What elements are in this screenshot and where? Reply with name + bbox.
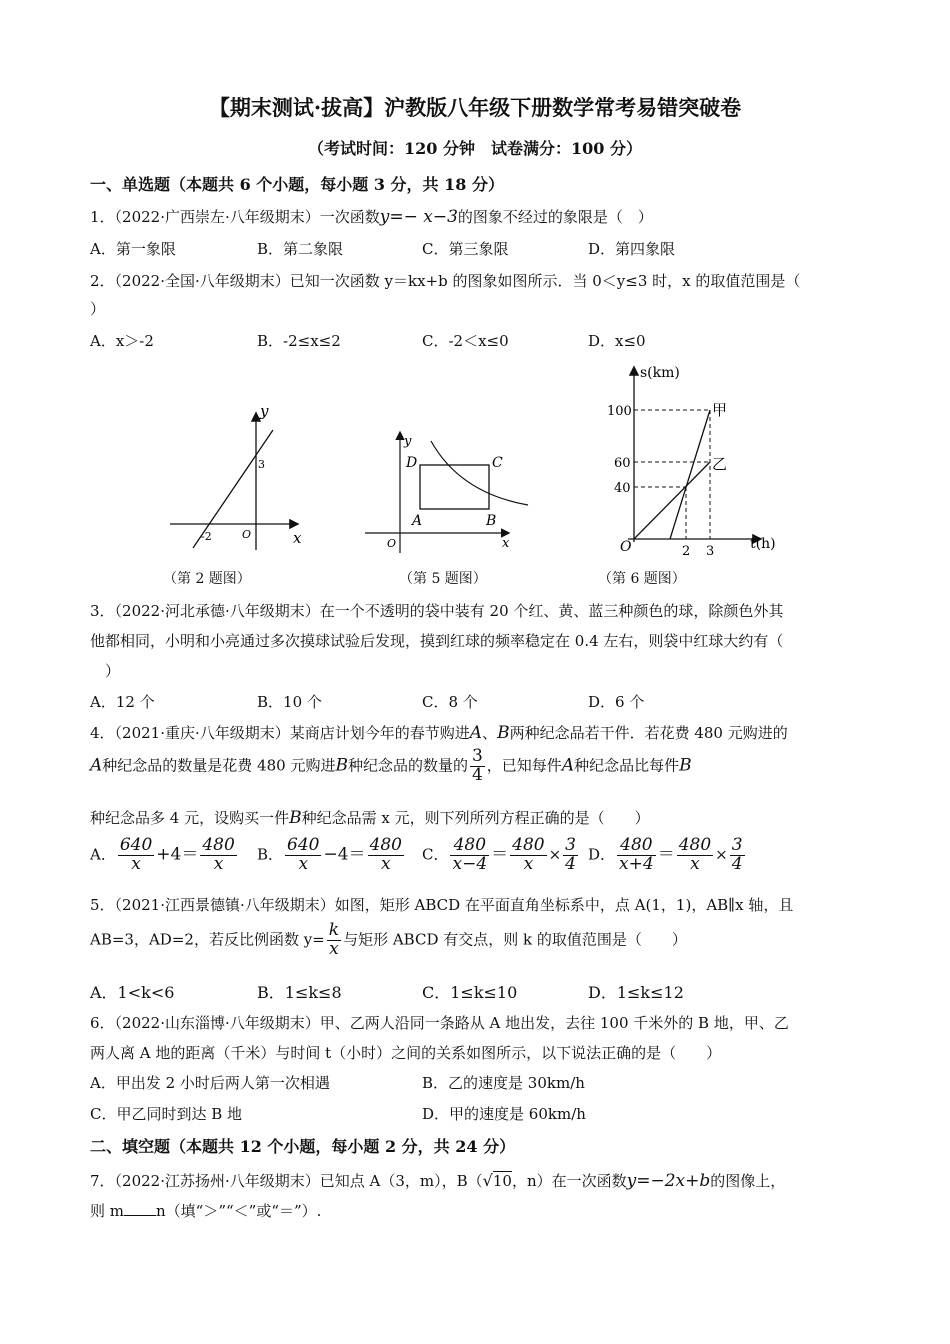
question-4-line1: [90, 722, 788, 743]
label-neg2: -2: [201, 530, 212, 543]
figure-q6-caption: （第 6 题图）: [598, 571, 686, 587]
question-3-line1: 3．（2022·河北承德·八年级期末）在一个不透明的袋中装有 20 个红、黄、蓝三种颜色的球，除颜色外其: [90, 602, 784, 620]
question-2-line1: 2．（2022·全国·八年级期末）已知一次函数 y＝kx+b 的图象如图所示．当 0＜y≤3 时，x 的取值范围是（: [90, 272, 801, 290]
label-c: C: [492, 455, 503, 471]
label-t2: 2: [682, 544, 691, 559]
question-5-line1: 5．（2021·江西景德镇·八年级期末）如图，矩形 ABCD 在平面直角坐标系中，点 A(1，1)，AB∥x 轴，且: [90, 896, 794, 914]
label-a: A: [412, 513, 423, 529]
q4-option-d[interactable]: D． $\frac{480}{x+4}$ ＝ $\frac{480}{x}$ × $\frac{3}{4}$: [588, 835, 743, 874]
label-3: 3: [258, 458, 265, 471]
q7-formula: y=−2x+b: [626, 1171, 711, 1191]
line-jia: [670, 410, 710, 539]
q1-option-d[interactable]: D．第四象限: [588, 240, 676, 258]
q7-text-c: 的图像上，: [710, 1172, 786, 1190]
q3-option-c[interactable]: C．8 个: [422, 693, 478, 711]
label-yi: 乙: [712, 455, 728, 473]
q6-option-c[interactable]: C．甲乙同时到达 B 地: [90, 1105, 243, 1123]
q4-option-b[interactable]: B． $\frac{640}{x}$ −4＝ $\frac{480}{x}$: [257, 835, 402, 874]
label-s: s(km): [640, 365, 680, 381]
q2-option-a[interactable]: A．x＞-2: [90, 332, 154, 350]
q5-option-b[interactable]: B．1≤k≤8: [257, 983, 342, 1002]
question-2-line2: ）: [90, 300, 106, 318]
label-y: y: [404, 434, 412, 449]
q3-option-d[interactable]: D．6 个: [588, 693, 645, 711]
q5-option-c[interactable]: C．1≤k≤10: [422, 983, 518, 1002]
question-5-line2: [90, 922, 687, 959]
q4-var-b: B: [497, 723, 510, 743]
q2-option-d[interactable]: D．x≤0: [588, 332, 646, 350]
section-2-heading: 二、填空题（本题共 12 个小题，每小题 2 分，共 24 分）: [90, 1137, 516, 1156]
figure-q6-graph: [600, 362, 790, 562]
q4-option-c[interactable]: C． $\frac{480}{x-4}$ ＝ $\frac{480}{x}$ × $\frac{3}{4}$: [422, 835, 576, 874]
q1-tail: 的图象不经过的象限是（ ）: [457, 208, 653, 226]
question-4-line2: [90, 748, 692, 785]
q5-option-d[interactable]: D．1≤k≤12: [588, 983, 684, 1002]
label-60: 60: [614, 456, 631, 471]
q7-text-b: ，n）在一次函数: [511, 1172, 627, 1190]
hyperbola-curve: [431, 441, 528, 505]
q4-text-c: 种纪念品的数量是花费 480 元购进: [102, 756, 336, 775]
question-3-line3: ）: [90, 662, 121, 680]
q1-option-c[interactable]: C．第三象限: [422, 240, 509, 258]
q6-option-d[interactable]: D．甲的速度是 60km/h: [422, 1105, 586, 1123]
q6-option-b[interactable]: B．乙的速度是 30km/h: [422, 1074, 585, 1092]
q1-text: 1．（2022·广西崇左·八年级期末）一次函数: [90, 208, 380, 226]
q5-text-b: 与矩形 ABCD 有交点，则 k 的取值范围是（ ）: [343, 930, 687, 949]
q3-option-a[interactable]: A．12 个: [90, 693, 155, 711]
line-yi: [634, 462, 710, 539]
q2-option-c[interactable]: C．-2＜x≤0: [422, 332, 509, 350]
q4-option-a[interactable]: A． $\frac{640}{x}$ +4＝ $\frac{480}{x}$: [90, 835, 235, 874]
q4-var-a: A: [561, 755, 575, 776]
label-origin: O: [242, 528, 252, 541]
q4-var-a: A: [469, 723, 483, 743]
q7-text-d: 则 m: [90, 1202, 124, 1220]
q4-var-a: A: [90, 755, 103, 776]
label-origin: O: [387, 537, 397, 550]
q2-option-b[interactable]: B．-2≤x≤2: [257, 332, 341, 350]
q4-text-h: 种纪念品需 x 元，则下列所列方程正确的是（ ）: [301, 809, 650, 827]
q4-sep: 、: [482, 724, 498, 742]
label-t: t(h): [750, 536, 776, 552]
q4-text-b: 两种纪念品若干件．若花费 480 元购进的: [509, 724, 788, 742]
q7-answer-blank[interactable]: [124, 1203, 156, 1216]
q7-sqrt: √10: [482, 1171, 512, 1190]
label-40: 40: [614, 481, 631, 496]
section-1-heading: 一、单选题（本题共 6 个小题，每小题 3 分，共 18 分）: [90, 175, 504, 194]
q5-option-a[interactable]: A．1<k<6: [90, 983, 175, 1002]
label-100: 100: [607, 404, 632, 419]
question-6-line2: 两人离 A 地的距离（千米）与时间 t（小时）之间的关系如图所示，以下说法正确的是（ ）: [90, 1044, 722, 1062]
q6-option-a[interactable]: A．甲出发 2 小时后两人第一次相遇: [90, 1074, 330, 1092]
q4-text-d: 种纪念品的数量的: [347, 756, 468, 775]
q7-text-e: n（填“＞”“＜”或“＝”）.: [156, 1202, 322, 1220]
q5-text-a: AB=3，AD=2，若反比例函数 y=: [90, 930, 325, 949]
q4-text-e: ，已知每件: [486, 756, 562, 775]
q4-text-a: 4．（2021·重庆·八年级期末）某商店计划今年的春节购进: [90, 724, 470, 742]
exam-info: （考试时间：120 分钟 试卷满分：100 分）: [308, 139, 642, 158]
q4-text-f: 种纪念品比每件: [574, 756, 680, 775]
question-1: [90, 206, 653, 227]
question-4-line3: [90, 807, 650, 828]
q7-text-a: 7．（2022·江苏扬州·八年级期末）已知点 A（3，m），B（: [90, 1172, 483, 1190]
q3-option-b[interactable]: B．10 个: [257, 693, 322, 711]
q4-fraction-3-4: $\frac{3}{4}$: [471, 746, 483, 785]
figure-q2-caption: （第 2 题图）: [163, 571, 251, 587]
q1-option-a[interactable]: A．第一象限: [90, 240, 176, 258]
page-title: 【期末测试·拔高】沪教版八年级下册数学常考易错突破卷: [208, 95, 742, 120]
label-d: D: [406, 455, 418, 471]
q4-var-b: B: [679, 755, 692, 776]
figure-q5-graph: [360, 425, 535, 560]
question-7-line1: [90, 1170, 785, 1191]
figure-q2-graph: [165, 400, 315, 560]
figure-q5-caption: （第 5 题图）: [399, 571, 487, 587]
label-x: x: [502, 536, 510, 551]
label-origin: O: [620, 539, 632, 555]
label-b: B: [486, 513, 497, 529]
label-x: x: [293, 529, 302, 547]
q4-var-b: B: [335, 755, 348, 776]
label-y: y: [260, 402, 269, 420]
q1-formula: y=− x−3: [379, 207, 458, 227]
question-3-line2: 他都相同，小明和小亮通过多次摸球试验后发现，摸到红球的频率稳定在 0.4 左右，则袋中红球大约有（: [90, 632, 784, 650]
q5-fraction-k-x: $\frac{k}{x}$: [328, 920, 340, 959]
q4-text-g: 种纪念品多 4 元，设购买一件: [90, 809, 290, 827]
q1-option-b[interactable]: B．第二象限: [257, 240, 344, 258]
label-t3: 3: [706, 544, 715, 559]
q4-var-b: B: [289, 808, 302, 828]
label-jia: 甲: [712, 401, 728, 419]
question-7-line2: [90, 1200, 321, 1221]
question-6-line1: 6．（2022·山东淄博·八年级期末）甲、乙两人沿同一条路从 A 地出发，去往 100 千米外的 B 地，甲、乙: [90, 1014, 789, 1032]
